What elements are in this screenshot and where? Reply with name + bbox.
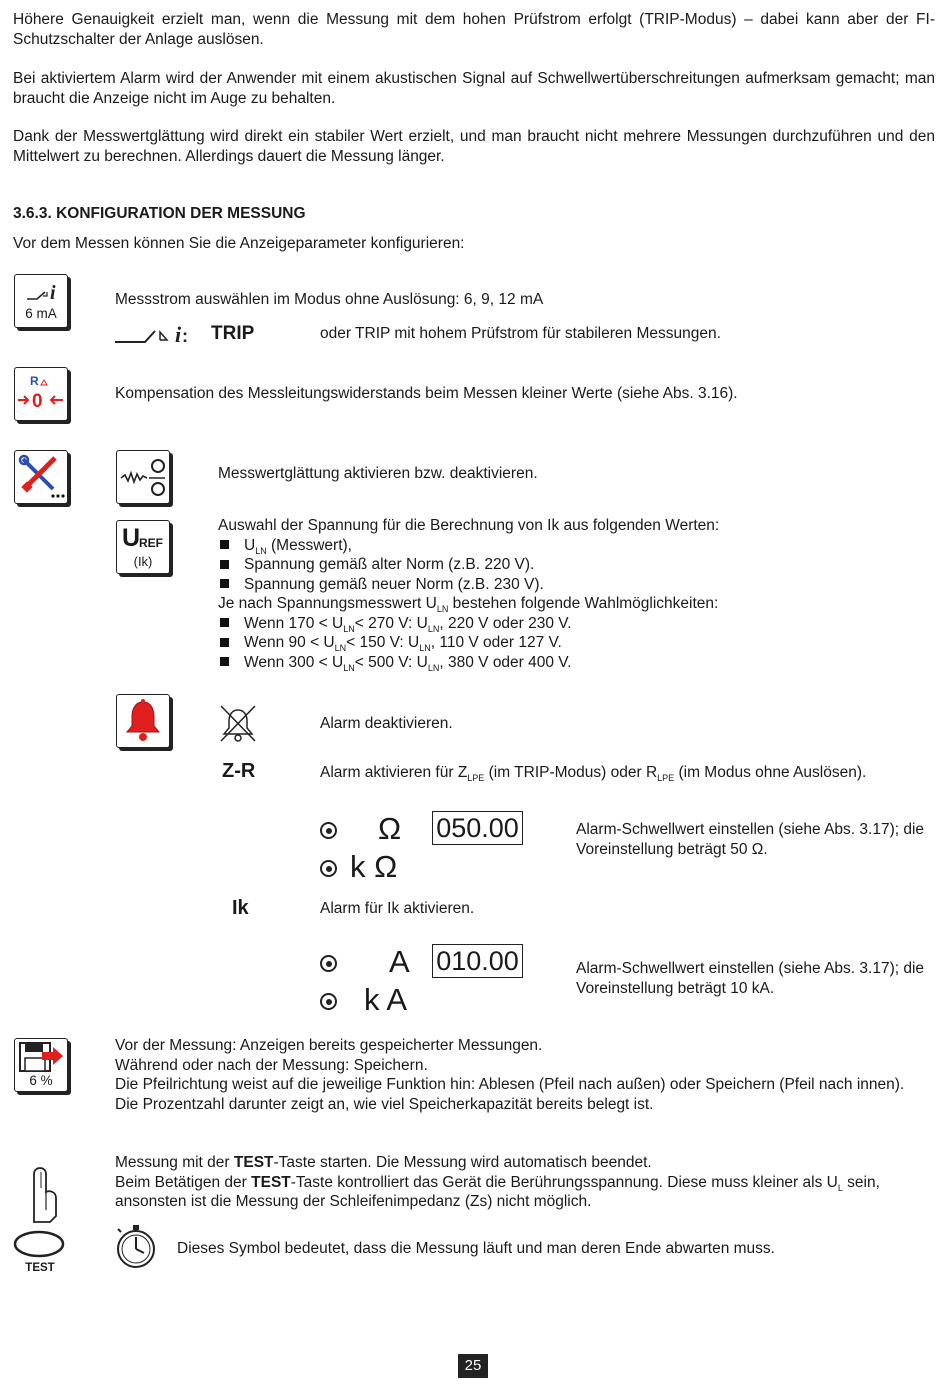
ampere-threshold-value[interactable]: 010.00 bbox=[432, 944, 523, 978]
ik-label: Ik bbox=[232, 897, 249, 919]
ampere-note-line-2: Voreinstellung beträgt 10 kA. bbox=[576, 980, 775, 997]
intro-paragraph-1: Höhere Genauigkeit erzielt man, wenn die Messung mit dem hohen Prüfstrom erfolgt (TRIP-Modus) – dabei kann aber der FI-Schutzschalter der Anlage auslösen. bbox=[13, 11, 935, 48]
test-line-1: Messung mit der TEST-Taste starten. Die Messung wird automatisch beendet. bbox=[115, 1154, 652, 1171]
zr-label: Z-R bbox=[222, 760, 256, 782]
tools-key[interactable] bbox=[14, 450, 68, 504]
kohm-unit: k Ω bbox=[350, 849, 398, 884]
tools-icon bbox=[15, 451, 67, 503]
memory-key-label: 6 % bbox=[29, 1073, 53, 1088]
uref-choice-3: Wenn $300 < U_{LN}< 500$ V: $U_{LN}$, 380 V oder 400 V. bbox=[218, 653, 719, 673]
section-intro: Vor dem Messen können Sie die Anzeigeparameter konfigurieren: bbox=[13, 235, 465, 252]
ampere-unit: A bbox=[389, 944, 410, 979]
svg-text:i: i bbox=[50, 282, 56, 304]
ohm-note-line-2: Voreinstellung beträgt 50 Ω. bbox=[576, 841, 768, 858]
smoothing-text: Messwertglättung aktivieren bzw. deaktivieren. bbox=[218, 465, 538, 482]
uref-choice-1: Wenn $170 < U_{LN}< 270$ V: $U_{LN}$, 220 V oder 230 V. bbox=[218, 614, 719, 634]
ohm-unit: Ω bbox=[378, 811, 402, 846]
uref-key-label: (Ik) bbox=[133, 554, 153, 569]
section-heading: 3.6.3. KONFIGURATION DER MESSUNG bbox=[13, 205, 306, 222]
memory-line-3: Die Pfeilrichtung weist auf die jeweilige Funktion hin: Ablesen (Pfeil nach außen) oder Speichern (Pfeil nach innen). bbox=[115, 1076, 905, 1093]
trip-label: TRIP bbox=[211, 323, 255, 344]
smoothing-icon bbox=[117, 451, 169, 503]
kohm-radio[interactable] bbox=[320, 860, 337, 877]
smoothing-key[interactable] bbox=[116, 450, 170, 504]
finger-press-icon bbox=[12, 1152, 68, 1262]
test-button-label: TEST bbox=[25, 1262, 55, 1274]
uref-key[interactable] bbox=[116, 520, 170, 574]
svg-text:i: i bbox=[175, 323, 182, 345]
ohm-note-line-1: Alarm-Schwellwert einstellen (siehe Abs. 3.17); die bbox=[576, 821, 925, 838]
uref-choice-2: Wenn $90 < U_{LN}< 150$ V: $U_{LN}$, 110 V oder 127 V. bbox=[218, 633, 719, 653]
floppy-arrow-icon bbox=[15, 1039, 67, 1075]
uref-bullet-2: Spannung gemäß alter Norm (z.B. 220 V). bbox=[218, 555, 719, 575]
svg-text:0: 0 bbox=[32, 391, 43, 412]
bell-off-icon bbox=[218, 703, 258, 743]
test-line-2: Beim Betätigen der TEST-Taste kontrolliert das Gerät die Berührungsspannung. Diese muss kleiner als $U_L$ sein, bbox=[115, 1173, 880, 1193]
trip-symbol-icon bbox=[115, 323, 193, 345]
page-number: 25 bbox=[458, 1354, 488, 1378]
compensation-text: Kompensation des Messleitungswiderstands beim Messen kleiner Werte (siehe Abs. 3.16). bbox=[115, 385, 738, 402]
memory-key[interactable] bbox=[14, 1038, 68, 1092]
memory-line-1: Vor der Messung: Anzeigen bereits gespeicherter Messungen. bbox=[115, 1037, 543, 1054]
uref-key-sub: REF bbox=[139, 536, 163, 550]
zr-text: Alarm aktivieren für $Z_{LPE}$ (im TRIP-Modus) oder $R_{LPE}$ (im Modus ohne Auslösen). bbox=[320, 764, 867, 783]
svg-text:R: R bbox=[30, 374, 39, 388]
current-select-key[interactable] bbox=[14, 274, 68, 328]
ohm-threshold-value[interactable]: 050.00 bbox=[432, 811, 523, 845]
uref-intro: Auswahl der Spannung für die Berechnung von Ik aus folgenden Werten: bbox=[218, 517, 720, 534]
current-key-label: 6 mA bbox=[25, 306, 57, 321]
uref-choice-intro: Je nach Spannungsmesswert $U_{LN}$ bestehen folgende Wahlmöglichkeiten: bbox=[218, 595, 719, 614]
intro-paragraph-2: Bei aktiviertem Alarm wird der Anwender mit einem akustischen Signal auf Schwellwertüberschreitungen aufmerksam gemacht; man braucht die Anzeige nicht im Auge zu behalten. bbox=[13, 70, 935, 107]
alarm-off-text: Alarm deaktivieren. bbox=[320, 715, 453, 732]
test-line-3: ansonsten ist die Messung der Schleifenimpedanz (Zs) nicht möglich. bbox=[115, 1193, 592, 1210]
ohm-radio[interactable] bbox=[320, 822, 337, 839]
compensation-key[interactable] bbox=[14, 367, 68, 421]
uref-bullet-3: Spannung gemäß neuer Norm (z.B. 230 V). bbox=[218, 575, 719, 595]
svg-text::: : bbox=[182, 326, 188, 345]
kiloampere-unit: k A bbox=[364, 982, 408, 1017]
ik-text: Alarm für Ik aktivieren. bbox=[320, 900, 475, 917]
kiloampere-radio[interactable] bbox=[320, 993, 337, 1010]
memory-line-2: Während oder nach der Messung: Speichern. bbox=[115, 1056, 428, 1074]
memory-line-4: Die Prozentzahl darunter zeigt an, wie viel Speicherkapazität bereits belegt ist. bbox=[115, 1095, 654, 1113]
trip-text: oder TRIP mit hohem Prüfstrom für stabileren Messungen. bbox=[320, 325, 721, 342]
intro-paragraph-3: Dank der Messwertglättung wird direkt ein stabiler Wert erzielt, und man braucht nicht mehrere Messungen durchzuführen und den Mittelwert zu berechnen. Allerdings dauert die Messung länger. bbox=[13, 128, 935, 165]
ampere-note-line-1: Alarm-Schwellwert einstellen (siehe Abs. 3.17); die bbox=[576, 960, 925, 977]
bell-icon bbox=[117, 695, 169, 747]
uref-key-main: U bbox=[122, 524, 141, 552]
timer-text: Dieses Symbol bedeutet, dass die Messung läuft und man deren Ende abwarten muss. bbox=[177, 1240, 775, 1257]
lead-compensation-icon bbox=[15, 368, 67, 420]
alarm-key[interactable] bbox=[116, 694, 170, 748]
stopwatch-icon bbox=[114, 1222, 160, 1270]
trip-lightning-icon bbox=[15, 275, 67, 307]
uref-bullet-1: $U_{LN}$ (Messwert), bbox=[218, 536, 719, 556]
ampere-radio[interactable] bbox=[320, 955, 337, 972]
current-text: Messstrom auswählen im Modus ohne Auslösung: 6, 9, 12 mA bbox=[115, 291, 544, 308]
